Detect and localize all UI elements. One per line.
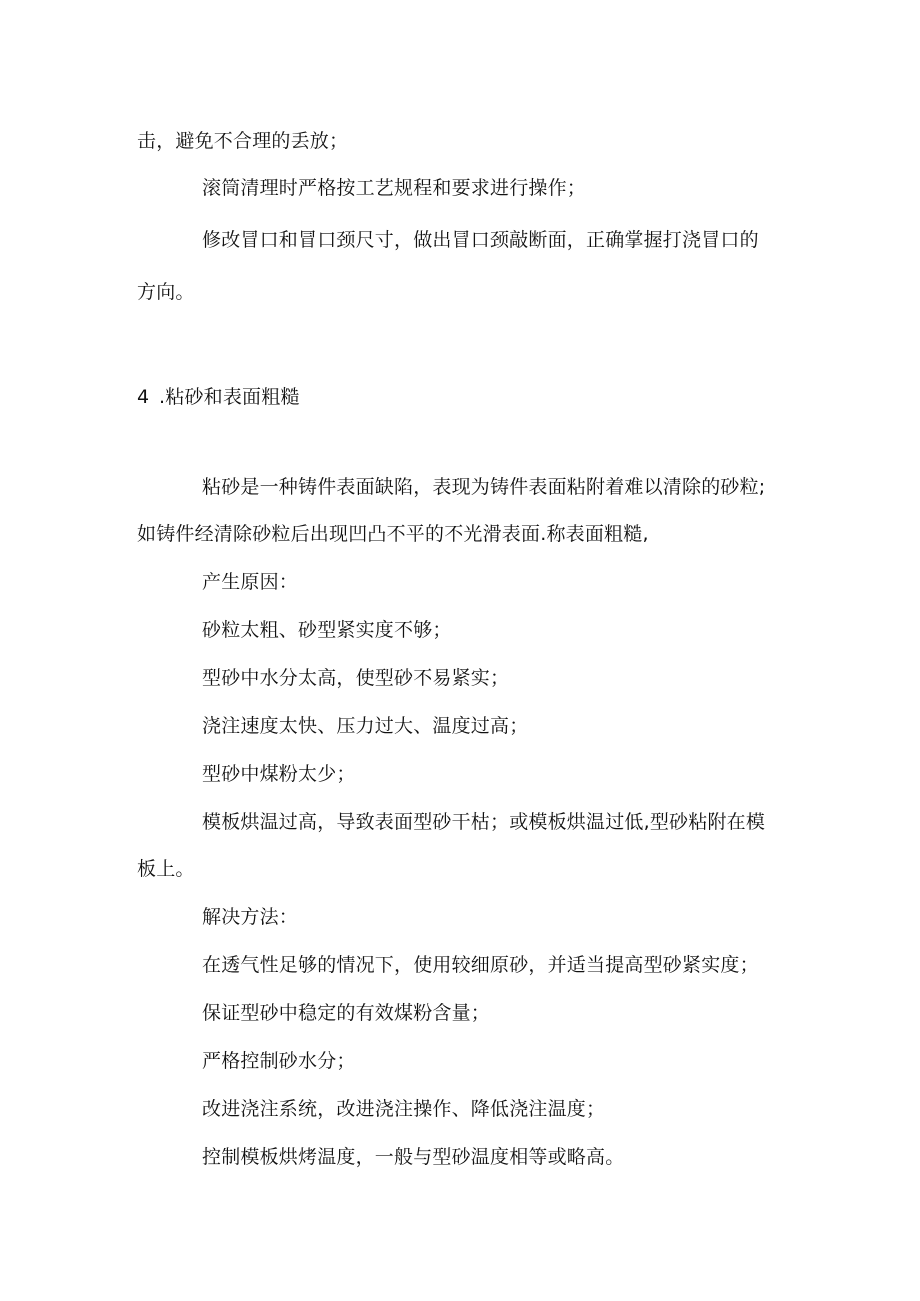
section-heading [137, 384, 300, 410]
paragraph-line: 修改冒口和冒口颈尺寸，做出冒口颈敲断面，正确掌握打浇冒口的 [202, 229, 759, 251]
paragraph-line: 粘砂是一种铸件表面缺陷，表现为铸件表面粘附着难以清除的砂粒; [202, 476, 766, 498]
solution-item: 保证型砂中稳定的有效煤粉含量； [202, 1002, 491, 1024]
causes-label: 产生原因： [202, 571, 299, 593]
cause-item: 模板烘温过高，导致表面型砂干枯；或模板烘温过低,型砂粘附在模 [202, 811, 766, 833]
solution-item: 改进浇注系统，改进浇注操作、降低浇注温度； [202, 1098, 606, 1120]
section-title: .粘砂和表面粗糙 [159, 386, 300, 408]
cause-item: 型砂中水分太高，使型砂不易紧实； [202, 667, 510, 689]
cause-item: 砂粒太粗、砂型紧实度不够； [202, 619, 452, 641]
paragraph-line: 如铸件经清除砂粒后出现凹凸不平的不光滑表面.称表面粗糙, [137, 523, 649, 545]
solution-item: 在透气性足够的情况下，使用较细原砂，并适当提高型砂紧实度； [202, 954, 759, 976]
solution-item: 严格控制砂水分； [202, 1050, 356, 1072]
cause-item: 型砂中煤粉太少； [202, 763, 356, 785]
solution-item: 控制模板烘烤温度，一般与型砂温度相等或略高。 [202, 1146, 625, 1168]
solutions-label: 解决方法： [202, 906, 299, 928]
section-number: 4 [137, 386, 150, 408]
cause-item-continued: 板上。 [137, 858, 195, 880]
paragraph-line: 击，避免不合理的丢放； [137, 130, 349, 152]
cause-item: 浇注速度太快、压力过大、温度过高； [202, 715, 529, 737]
paragraph-line: 方向。 [137, 281, 195, 303]
paragraph-line: 滚筒清理时严格按工艺规程和要求进行操作； [202, 177, 587, 199]
